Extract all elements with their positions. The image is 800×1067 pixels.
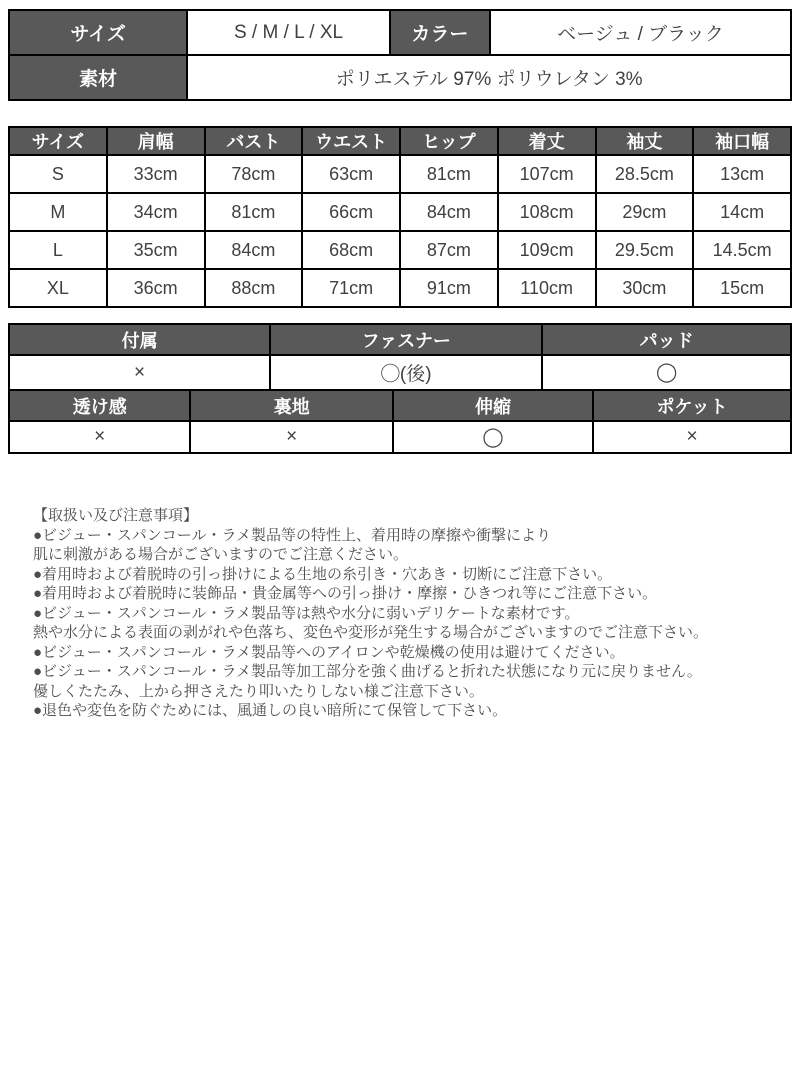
care-note-line: ●ビジュー・スパンコール・ラメ製品等の特性上、着用時の摩擦や衝撃により bbox=[33, 526, 552, 544]
care-note-line: ●ビジュー・スパンコール・ラメ製品等は熱や水分に弱いデリケートな素材です。 bbox=[33, 604, 580, 622]
value-pocket: × bbox=[593, 421, 791, 453]
header-accessory: 付属 bbox=[9, 324, 270, 355]
care-notes-title: 【取扱い及び注意事項】 bbox=[33, 507, 199, 524]
product-info-table bbox=[8, 9, 792, 101]
col-header-size: サイズ bbox=[9, 127, 107, 155]
info-row-size-color bbox=[9, 10, 791, 55]
cell-cuff: 13cm bbox=[693, 155, 791, 193]
value-accessory: × bbox=[9, 355, 270, 390]
header-sheerness: 透け感 bbox=[9, 390, 190, 421]
cell-length: 110cm bbox=[498, 269, 596, 307]
cell-sleeve: 30cm bbox=[596, 269, 694, 307]
cell-length: 109cm bbox=[498, 231, 596, 269]
spec-a-header-row bbox=[9, 324, 791, 355]
header-pad: パッド bbox=[542, 324, 791, 355]
cell-shoulder: 35cm bbox=[107, 231, 205, 269]
cell-length: 107cm bbox=[498, 155, 596, 193]
table-row-l bbox=[9, 231, 791, 269]
size-chart-table bbox=[8, 126, 792, 308]
cell-size: S bbox=[9, 155, 107, 193]
cell-hip: 87cm bbox=[400, 231, 498, 269]
cell-sleeve: 28.5cm bbox=[596, 155, 694, 193]
value-fastener: ◯(後) bbox=[270, 355, 542, 390]
size-label: サイズ bbox=[9, 10, 187, 55]
col-header-shoulder: 肩幅 bbox=[107, 127, 205, 155]
col-header-cuff: 袖口幅 bbox=[693, 127, 791, 155]
cell-hip: 91cm bbox=[400, 269, 498, 307]
header-fastener: ファスナー bbox=[270, 324, 542, 355]
cell-waist: 66cm bbox=[302, 193, 400, 231]
material-value: ポリエステル 97% ポリウレタン 3% bbox=[187, 55, 791, 100]
cell-size: L bbox=[9, 231, 107, 269]
table-row-xl bbox=[9, 269, 791, 307]
cell-size: M bbox=[9, 193, 107, 231]
cell-shoulder: 34cm bbox=[107, 193, 205, 231]
spec-b-value-row bbox=[9, 421, 791, 453]
care-note-line: ●ビジュー・スパンコール・ラメ製品等加工部分を強く曲げると折れた状態になり元に戻りません。 bbox=[33, 663, 702, 680]
col-header-waist: ウエスト bbox=[302, 127, 400, 155]
spec-b-header-row bbox=[9, 390, 791, 421]
care-note-line: 肌に刺激がある場合がございますのでご注意ください。 bbox=[33, 546, 409, 563]
cell-shoulder: 36cm bbox=[107, 269, 205, 307]
care-note-line: ●退色や変色を防ぐためには、風通しの良い暗所にて保管して下さい。 bbox=[33, 702, 508, 719]
header-lining: 裏地 bbox=[190, 390, 393, 421]
care-note-line: 熱や水分による表面の剥がれや色落ち、変色や変形が発生する場合がございますのでご注意下さい。 bbox=[33, 624, 709, 641]
cell-bust: 88cm bbox=[205, 269, 303, 307]
cell-sleeve: 29.5cm bbox=[596, 231, 694, 269]
value-pad: ◯ bbox=[542, 355, 791, 390]
color-value: ベージュ / ブラック bbox=[490, 10, 791, 55]
care-note-line: ●着用時および着脱時に装飾品・貴金属等への引っ掛け・摩擦・ひきつれ等にご注意下さい。 bbox=[33, 585, 658, 602]
cell-cuff: 15cm bbox=[693, 269, 791, 307]
spec-table-features bbox=[8, 389, 792, 454]
cell-hip: 84cm bbox=[400, 193, 498, 231]
col-header-hip: ヒップ bbox=[400, 127, 498, 155]
care-note-line: ●着用時および着脱時の引っ掛けによる生地の糸引き・穴あき・切断にご注意下さい。 bbox=[33, 565, 613, 583]
care-note-line: 優しくたたみ、上から押さえたり叩いたりしない様ご注意下さい。 bbox=[33, 682, 484, 700]
header-stretch: 伸縮 bbox=[393, 390, 593, 421]
size-value: S / M / L / XL bbox=[187, 10, 390, 55]
table-row-s bbox=[9, 155, 791, 193]
care-notes bbox=[8, 506, 792, 721]
cell-bust: 78cm bbox=[205, 155, 303, 193]
value-lining: × bbox=[190, 421, 393, 453]
cell-cuff: 14cm bbox=[693, 193, 791, 231]
col-header-bust: バスト bbox=[205, 127, 303, 155]
cell-size: XL bbox=[9, 269, 107, 307]
cell-bust: 81cm bbox=[205, 193, 303, 231]
cell-shoulder: 33cm bbox=[107, 155, 205, 193]
cell-hip: 81cm bbox=[400, 155, 498, 193]
cell-length: 108cm bbox=[498, 193, 596, 231]
cell-bust: 84cm bbox=[205, 231, 303, 269]
info-row-material bbox=[9, 55, 791, 100]
size-chart-header-row bbox=[9, 127, 791, 155]
value-sheerness: × bbox=[9, 421, 190, 453]
material-label: 素材 bbox=[9, 55, 187, 100]
spec-table-accessories bbox=[8, 323, 792, 391]
col-header-length: 着丈 bbox=[498, 127, 596, 155]
cell-cuff: 14.5cm bbox=[693, 231, 791, 269]
cell-waist: 71cm bbox=[302, 269, 400, 307]
col-header-sleeve: 袖丈 bbox=[596, 127, 694, 155]
table-row-m bbox=[9, 193, 791, 231]
spec-a-value-row bbox=[9, 355, 791, 390]
header-pocket: ポケット bbox=[593, 390, 791, 421]
value-stretch: ◯ bbox=[393, 421, 593, 453]
color-label: カラー bbox=[390, 10, 490, 55]
cell-sleeve: 29cm bbox=[596, 193, 694, 231]
cell-waist: 63cm bbox=[302, 155, 400, 193]
care-note-line: ●ビジュー・スパンコール・ラメ製品等へのアイロンや乾燥機の使用は避けてください。 bbox=[33, 643, 625, 661]
cell-waist: 68cm bbox=[302, 231, 400, 269]
